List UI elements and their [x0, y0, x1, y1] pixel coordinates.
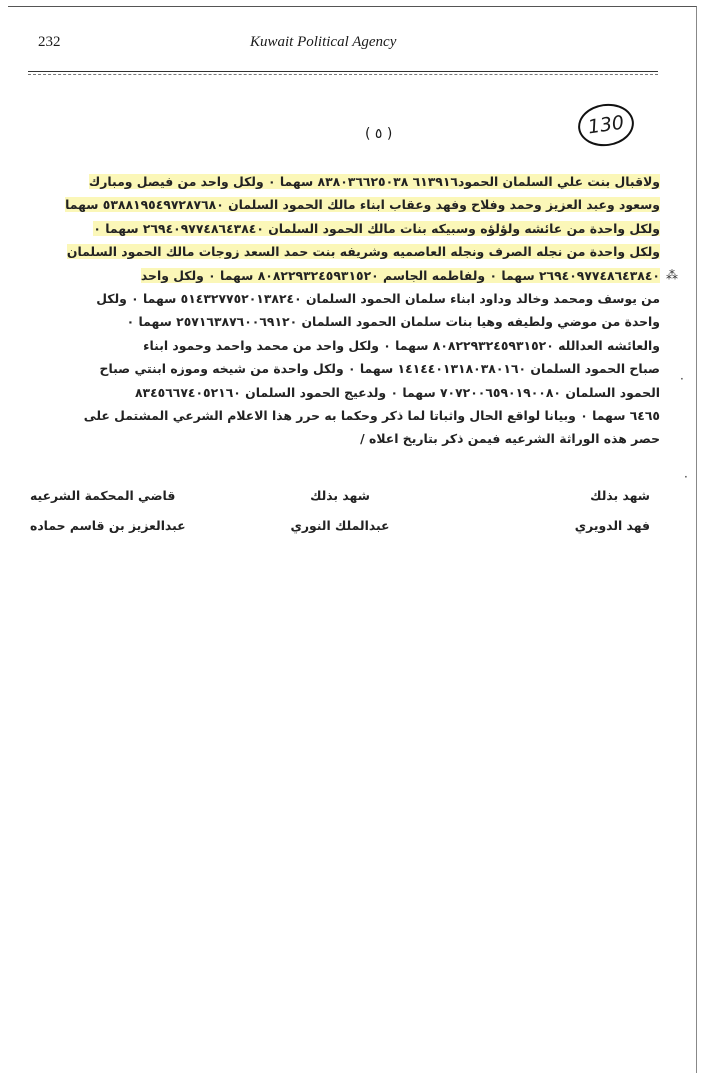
judge-name: عبدالعزيز بن قاسم حماده	[30, 518, 186, 533]
margin-tick: ·	[684, 470, 688, 484]
body-line	[20, 427, 660, 450]
body-line	[20, 170, 660, 193]
body-line	[20, 404, 660, 427]
body-line-text: حصر هذه الوراثة الشرعيه فيمن ذكر بتاريخ اعلاه /	[360, 431, 660, 447]
margin-scribble: ⁂	[666, 268, 678, 282]
folio-number-circled: 130	[575, 100, 636, 149]
section-mark: ( ٥ )	[365, 126, 393, 142]
judge-role: قاضي المحكمة الشرعيه	[30, 488, 176, 503]
body-line	[20, 264, 660, 287]
running-head: Kuwait Political Agency	[250, 34, 397, 50]
body-line	[20, 240, 660, 263]
body-line	[20, 193, 660, 216]
body-line-text: الحمود السلمان ٧٠٧٢٠٠٦٥٩٠١٩٠٠٨٠ سهما ٠ ولدعيج الحمود السلمان ٨٣٤٥٦٦٧٤٠٥٢١٦٠	[134, 384, 660, 400]
body-line	[20, 381, 660, 404]
witness-1-name: فهد الدويري	[574, 518, 650, 533]
signature-roles-row	[30, 488, 650, 518]
body-line-text: ولكل واحدة من نجله الصرف ونجله العاصميه وشريفه بنت حمد السعد زوجات مالك الحمود السلمان	[66, 244, 660, 260]
body-line-text: وسعود وعبد العزيز وحمد وفلاح وفهد وعقاب ابناء مالك الحمود السلمان ٥٣٨٨١٩٥٤٩٧٢٨٧٦٨٠ سهما	[65, 197, 660, 213]
margin-tick: ·	[680, 372, 684, 386]
body-line	[20, 217, 660, 240]
body-line-text: ٦٤٦٥ سهما ٠ وبيانا لواقع الحال واثباتا لما ذكر وحكما به حرر هذا الاعلام الشرعي المشتمل على	[83, 407, 660, 423]
page-number: 232	[38, 34, 61, 50]
body-line-text: ولكل واحدة من عائشه ولؤلؤه وسبيكه بنات مالك الحمود السلمان ٢٦٩٤٠٩٧٧٤٨٦٤٣٨٤٠ سهما ٠	[93, 220, 660, 236]
body-line-text: واحدة من موضي ولطيفه وهيا بنات سلمان الحمود السلمان ٢٥٧١٦٣٨٧٦٠٠٦٩١٢٠ سهما ٠	[126, 314, 660, 330]
header-rule	[28, 71, 658, 72]
body-line-text: ٢٦٩٤٠٩٧٧٤٨٦٤٣٨٤٠ سهما ٠ ولفاطمه الجاسم ٨٠٨٢٢٩٣٢٤٥٩٣١٥٢٠ سهما ٠ ولكل واحد	[140, 267, 660, 283]
body-line	[20, 287, 660, 310]
witness-2-name: عبدالملك النوري	[290, 518, 390, 533]
body-line-text: ولاقبال بنت علي السلمان الحمود٦١٣٩١٦ ٨٣٨٠٣٦٦٢٥٠٣٨ سهما ٠ ولكل واحد من فيصل ومبارك	[88, 174, 660, 189]
witness-1-role: شهد بذلك	[590, 488, 650, 503]
body-line-text: والعائشه العدالله ٨٠٨٢٢٩٣٢٤٥٩٣١٥٢٠ سهما ٠ ولكل واحد من محمد واحمد وحمود ابناء	[143, 337, 660, 353]
signature-names-row	[30, 518, 650, 548]
document-body	[20, 170, 660, 451]
body-line-text: من يوسف ومحمد وخالد وداود ابناء سلمان الحمود السلمان ٥١٤٣٢٧٧٥٢٠١٣٨٢٤٠ سهما ٠ ولكل	[96, 290, 660, 306]
witness-2-role: شهد بذلك	[310, 488, 370, 503]
body-line	[20, 334, 660, 357]
body-line	[20, 310, 660, 333]
header-rule-secondary	[28, 74, 658, 75]
body-line-text: صباح الحمود السلمان ١٤١٤٤٠١٣١٨٠٣٨٠١٦٠ سهما ٠ ولكل واحدة من شيخه وموزه ابنتي صباح	[99, 361, 660, 377]
signature-block	[30, 488, 650, 548]
body-line	[20, 357, 660, 380]
